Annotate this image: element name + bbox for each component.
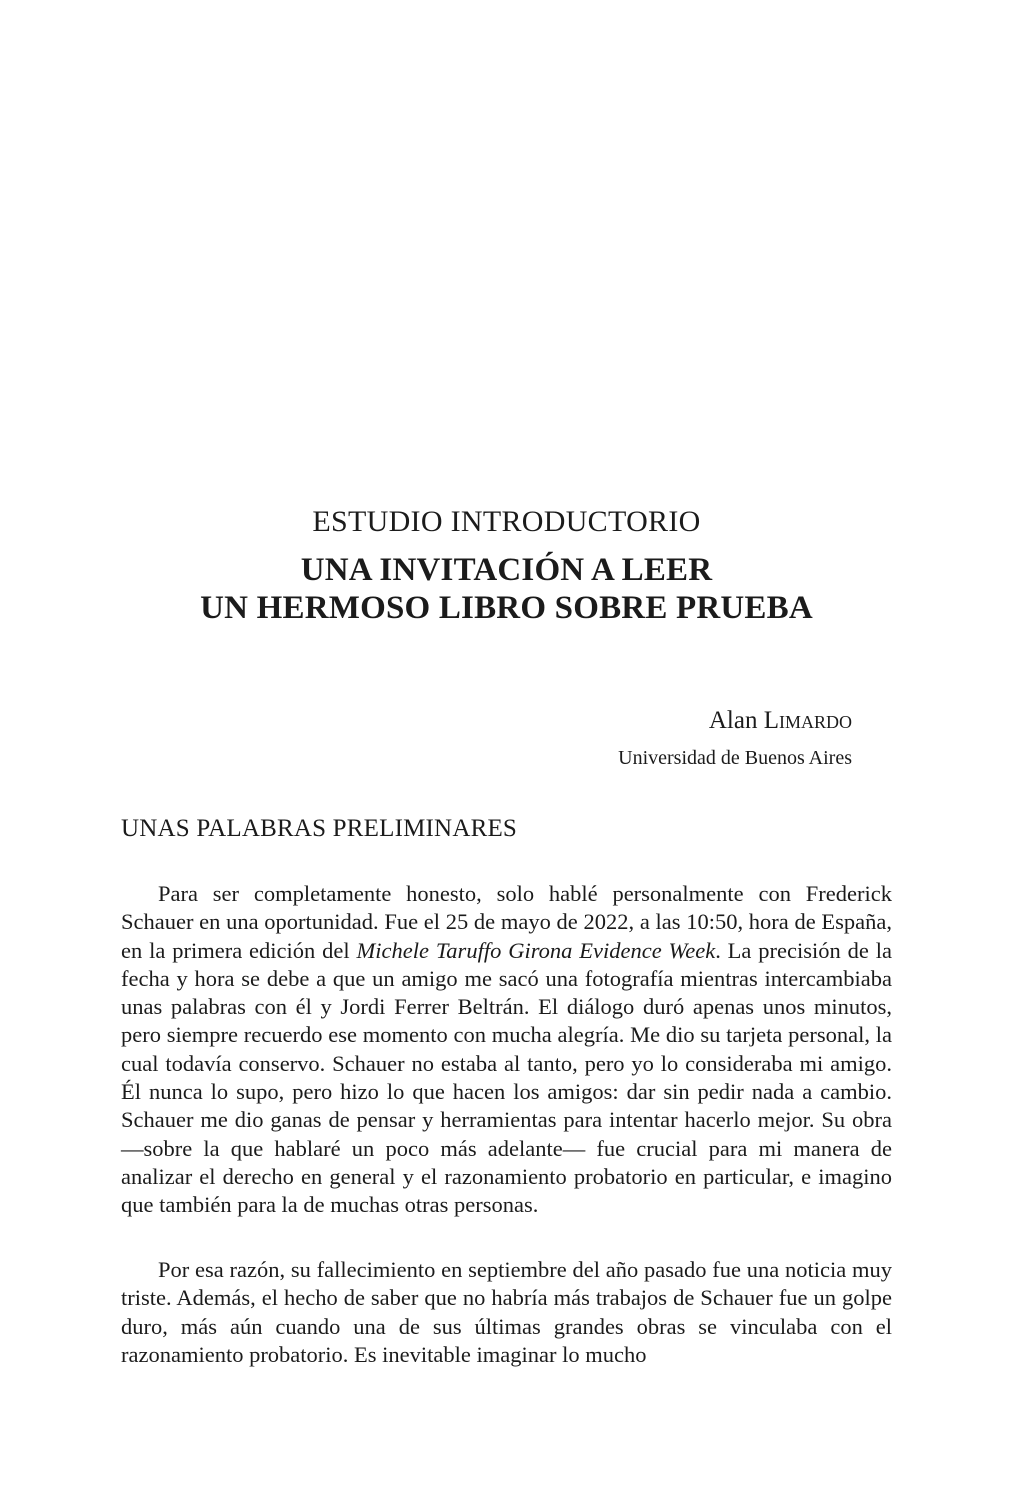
paragraph-1-italic-book-title: Michele Taruffo Girona Evidence Week	[356, 937, 716, 963]
author-first-name: Alan	[708, 707, 758, 734]
paragraph-1-text-after-italic: . La precisión de la fecha y hora se debe a que un amigo me sacó una fotografía mientras intercambiaba unas palabras con él y Jordi Ferrer Beltrán. El diálogo duró apenas unos minutos, pero siempre recuerdo ese momento con mucha alegría. Me dio su tarjeta personal, la cual todavía conservo. Schauer no estaba al tanto, pero yo lo consideraba mi amigo. Él nunca lo supo, pero hizo lo que hacen los amigos: dar sin pedir nada a cambio. Schauer me dio ganas de pensar y herramientas para intentar hacerlo mejor. Su obra —sobre la que hablaré un poco más adelante— fue crucial para mi manera de analizar el derecho en general y el razonamiento probatorio en particular, e imagino que también para la de muchas otras personas.	[121, 937, 892, 1218]
author-affiliation: Universidad de Buenos Aires	[618, 747, 852, 769]
chapter-kicker: ESTUDIO INTRODUCTORIO	[312, 505, 701, 538]
chapter-title-line-1: UNA INVITACIÓN A LEER	[300, 552, 713, 588]
author-last-name: Limardo	[763, 707, 852, 734]
author-block	[618, 706, 852, 770]
chapter-title	[121, 551, 892, 627]
paragraph-2: Por esa razón, su fallecimiento en septiembre del año pasado fue una noticia muy triste. Además, el hecho de saber que no habría más trabajos de Schauer fue un golpe duro, más aún cuando una de sus últimas grandes obras se vinculaba con el razonamiento probatorio. Es inevitable imaginar lo mucho	[121, 1257, 892, 1367]
author-name	[618, 706, 852, 735]
paragraph-1-text-before-italic: Para ser completamente honesto, solo hablé personalmente con Frederick Schauer en una oportunidad. Fue el 25 de mayo de 2022, a las 10:50, hora de España, en la primera edición del	[121, 881, 892, 963]
paragraph-1	[121, 880, 892, 1220]
section-heading: UNAS PALABRAS PRELIMINARES	[121, 815, 518, 842]
chapter-title-line-2: UN HERMOSO LIBRO SOBRE PRUEBA	[200, 590, 813, 626]
